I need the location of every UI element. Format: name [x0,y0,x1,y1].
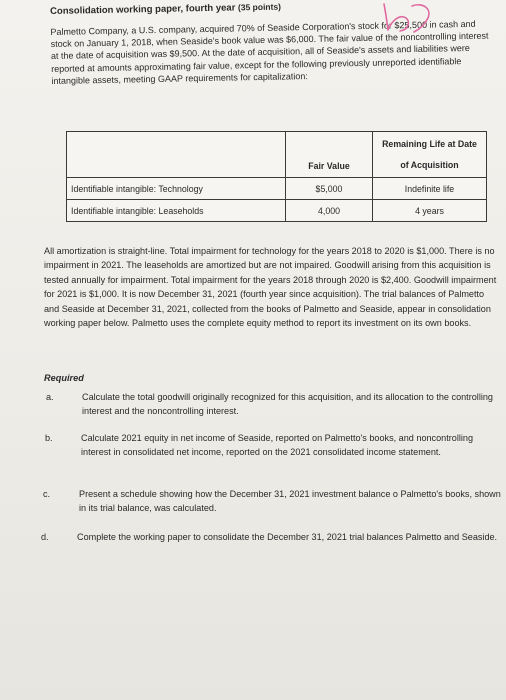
requirement-item [43,487,503,516]
required-heading: Required [44,373,84,383]
table-header-cell [67,132,286,178]
requirement-letter: c. [43,489,51,499]
table-row [67,178,487,200]
requirement-text: Present a schedule showing how the December 31, 2021 investment balance o Palmetto's books, shown in its trial balance, was calculated. [79,489,501,514]
requirement-letter: b. [45,433,53,443]
requirement-text: Complete the working paper to consolidate the December 31, 2021 trial balances Palmetto and Seaside. [77,532,498,542]
intangibles-table [66,131,487,222]
table-header-cell: Remaining Life at Date of Acquisition [373,132,487,178]
handwritten-mark-icon [378,0,438,36]
problem-title-text: Consolidation working paper, fourth year [50,2,236,17]
table-header-cell: Fair Value [286,132,373,178]
requirement-item [41,530,501,544]
requirement-letter: d. [41,532,49,542]
table-cell: 4 years [373,200,487,222]
requirement-text: Calculate 2021 equity in net income of Seaside, reported on Palmetto's books, and noncontrolling interest in consolidated net income, reported on the 2021 consolidated income statement. [81,433,474,458]
requirement-letter: a. [46,392,54,402]
facts-paragraph: All amortization is straight-line. Total impairment for technology for the years 2018 to 2020 is $1,000. There is no impairment in 2021. The leaseholds are amortized but are not impaired. Goodwill arising from this acquisition is tested annually for impairment. Total impairment for the years 2018 through 2020 is $2,400. Goodwill impairment for 2021 is $1,000. It is now December 31, 2021 (fourth year since acquisition). The trial balances of Palmetto and Seaside at December 31, 2021, collected from the books of Palmetto and Seaside, appear in consolidation working paper below. Palmetto uses the complete equity method to report its investment on its own books. [44,246,497,329]
intro-paragraph: Palmetto Company, a U.S. company, acquired 70% of Seaside Corporation's stock for $25,500 in cash and stock on January 1, 2018, when Seaside's book value was $6,000. The fair value of the noncontrolling interest at the date of acquisition was $9,500. At the date of acquisition, all of Seaside's assets and liabilities were reported at amounts approximating fair value, except for the following previously unreported identifiable intangible assets, meeting GAAP requirements for capitalization: [50,18,489,86]
table-cell: Identifiable intangible: Leaseholds [67,200,286,222]
points-label: (35 points) [237,1,282,13]
table-cell: Indefinite life [373,178,487,200]
table-header-row [67,132,487,178]
table-cell: $5,000 [286,178,373,200]
requirement-text: Calculate the total goodwill originally recognized for this acquisition, and its allocation to the controlling interest and the noncontrolling interest. [82,392,493,417]
requirement-item [46,390,502,419]
table-cell: Identifiable intangible: Technology [67,178,286,200]
requirement-item [45,431,505,460]
table-cell: 4,000 [286,200,373,222]
table-row [67,200,487,222]
